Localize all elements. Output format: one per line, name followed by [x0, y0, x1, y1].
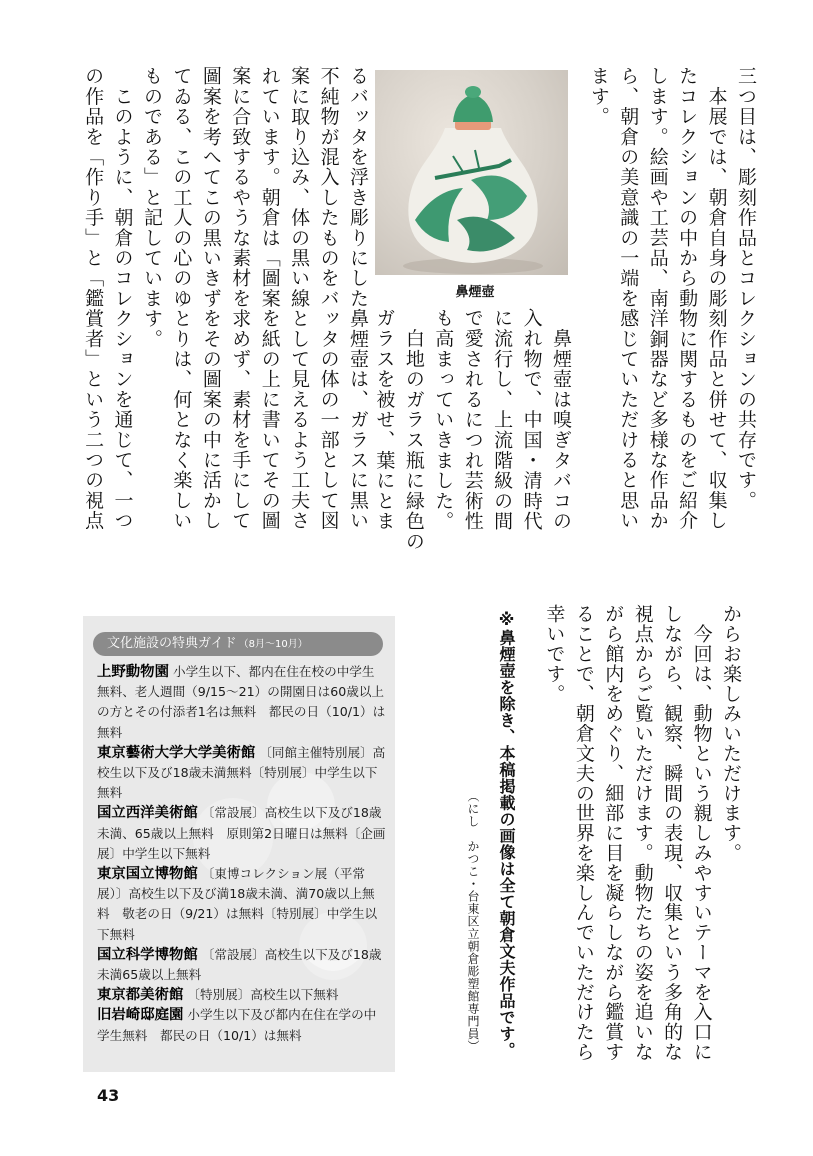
guide-entry-tokyo-national-museum [97, 864, 387, 945]
facility-benefit: 小学生以下、都内在住在校の中学生無料、老人週間（9/15〜21）の開園日は60歳以上の方とその付添者1名は無料 都民の日（10/1）は無料 [97, 664, 386, 740]
page-number: 43 [97, 1086, 120, 1105]
guide-period: （8月〜10月） [238, 639, 308, 650]
facility-name: 上野動物園 [97, 664, 169, 680]
guide-title-bar [93, 632, 383, 656]
guide-entry-iwasaki-garden [97, 1005, 387, 1045]
facility-name: 東京国立博物館 [97, 866, 198, 883]
image-note: ※鼻煙壺を除き、本稿掲載の画像は全て朝倉文夫作品です。 [497, 610, 516, 1059]
article-column-bottom: からお楽しみいただけます。 今回は、動物という親しみやすいテーマを入口に しながら、観察、瞬間の表現、収集という多角的な 視点からご覧いただけます。動物たちの姿を追いな がら館内をめぐり、細部に目を凝らしながら鑑賞す ることで、朝倉文夫の世界を楽しんでいただけたら 幸いです。 [543, 604, 742, 1062]
article-column-top: 三つ目は、彫刻作品とコレクションの共存です。 本展では、朝倉自身の彫刻作品と併せて、収集し たコレクションの中から動物に関するものをご紹介 します。絵画や工芸品、南洋銅器など多様な作品か ら、朝倉の美意識の一端を感じていただけると思い ます。 [587, 66, 757, 531]
facility-name: 旧岩崎邸庭園 [97, 1007, 184, 1024]
snuff-bottle-illustration [375, 70, 568, 275]
facility-name: 国立西洋美術館 [97, 805, 198, 822]
facility-name: 国立科学博物館 [97, 946, 198, 963]
article-column-middle: 鼻煙壺は嗅ぎタバコの 入れ物で、中国・清時代 に流行し、上流階級の間 で愛されるにつれ芸術性 も高まっていきました。 白地のガラス瓶に緑色の ガラスを被せ、葉にとま [373, 308, 572, 552]
guide-entry-metropolitan-art [97, 985, 387, 1005]
guide-entry-geidai-museum [97, 743, 387, 804]
guide-entry-ueno-zoo [97, 662, 387, 743]
guide-entry-western-art [97, 803, 387, 864]
facility-benefit: 〔常設展〕高校生以下及び18歳未満65歳以上無料 [97, 946, 382, 983]
facility-benefit: 〔常設展〕高校生以下及び18歳未満、65歳以上無料 原則第2日曜日は無料〔企画展〕中学生以下無料 [97, 805, 386, 861]
culture-facility-guide-box [83, 616, 395, 1072]
article-column-left: るバッタを浮き彫りにした鼻煙壺は、ガラスに黒い 不純物が混入したものをバッタの体の一部として図 案に取り込み、体の黒い線として見えるよう工夫さ れています。朝倉は「圖案を紙の上に書いてその圖 案に合致するやうな素材を求めず、素材を手にして 圖案を考へてこの黒いきずをその圖案の中に活かし てゐる、この工人の心のゆとりは、何となく楽しい ものである」と記しています。 このように、朝倉のコレクションを通じて、一つ の作品を「作り手」と「鑑賞者」という二つの視点 [82, 66, 369, 531]
facility-benefit: 小学生以下及び都内在住在学の中学生無料 都民の日（10/1）は無料 [97, 1007, 377, 1043]
guide-entry-list [97, 662, 387, 1046]
facility-benefit: 〔特別展〕高校生以下無料 [187, 987, 339, 1003]
facility-benefit: 〔東博コレクション展（平常展）〕高校生以下及び満18歳未満、満70歳以上無料 敬老の日（9/21）は無料〔特別展〕中学生以下無料 [97, 866, 378, 942]
snuff-bottle-photo [375, 70, 568, 275]
author-credit: （にし かつこ・台東区立朝倉彫塑館専門員） [466, 790, 480, 1053]
facility-name: 東京都美術館 [97, 987, 184, 1004]
facility-benefit: 〔同館主催特別展〕高校生以下及び18歳未満無料〔特別展〕中学生以下無料 [97, 744, 386, 801]
guide-entry-science-museum [97, 945, 387, 985]
photo-caption: 鼻煙壺 [455, 285, 495, 300]
guide-title: 文化施設の特典ガイド [107, 636, 237, 651]
facility-name: 東京藝術大学大学美術館 [97, 744, 256, 761]
